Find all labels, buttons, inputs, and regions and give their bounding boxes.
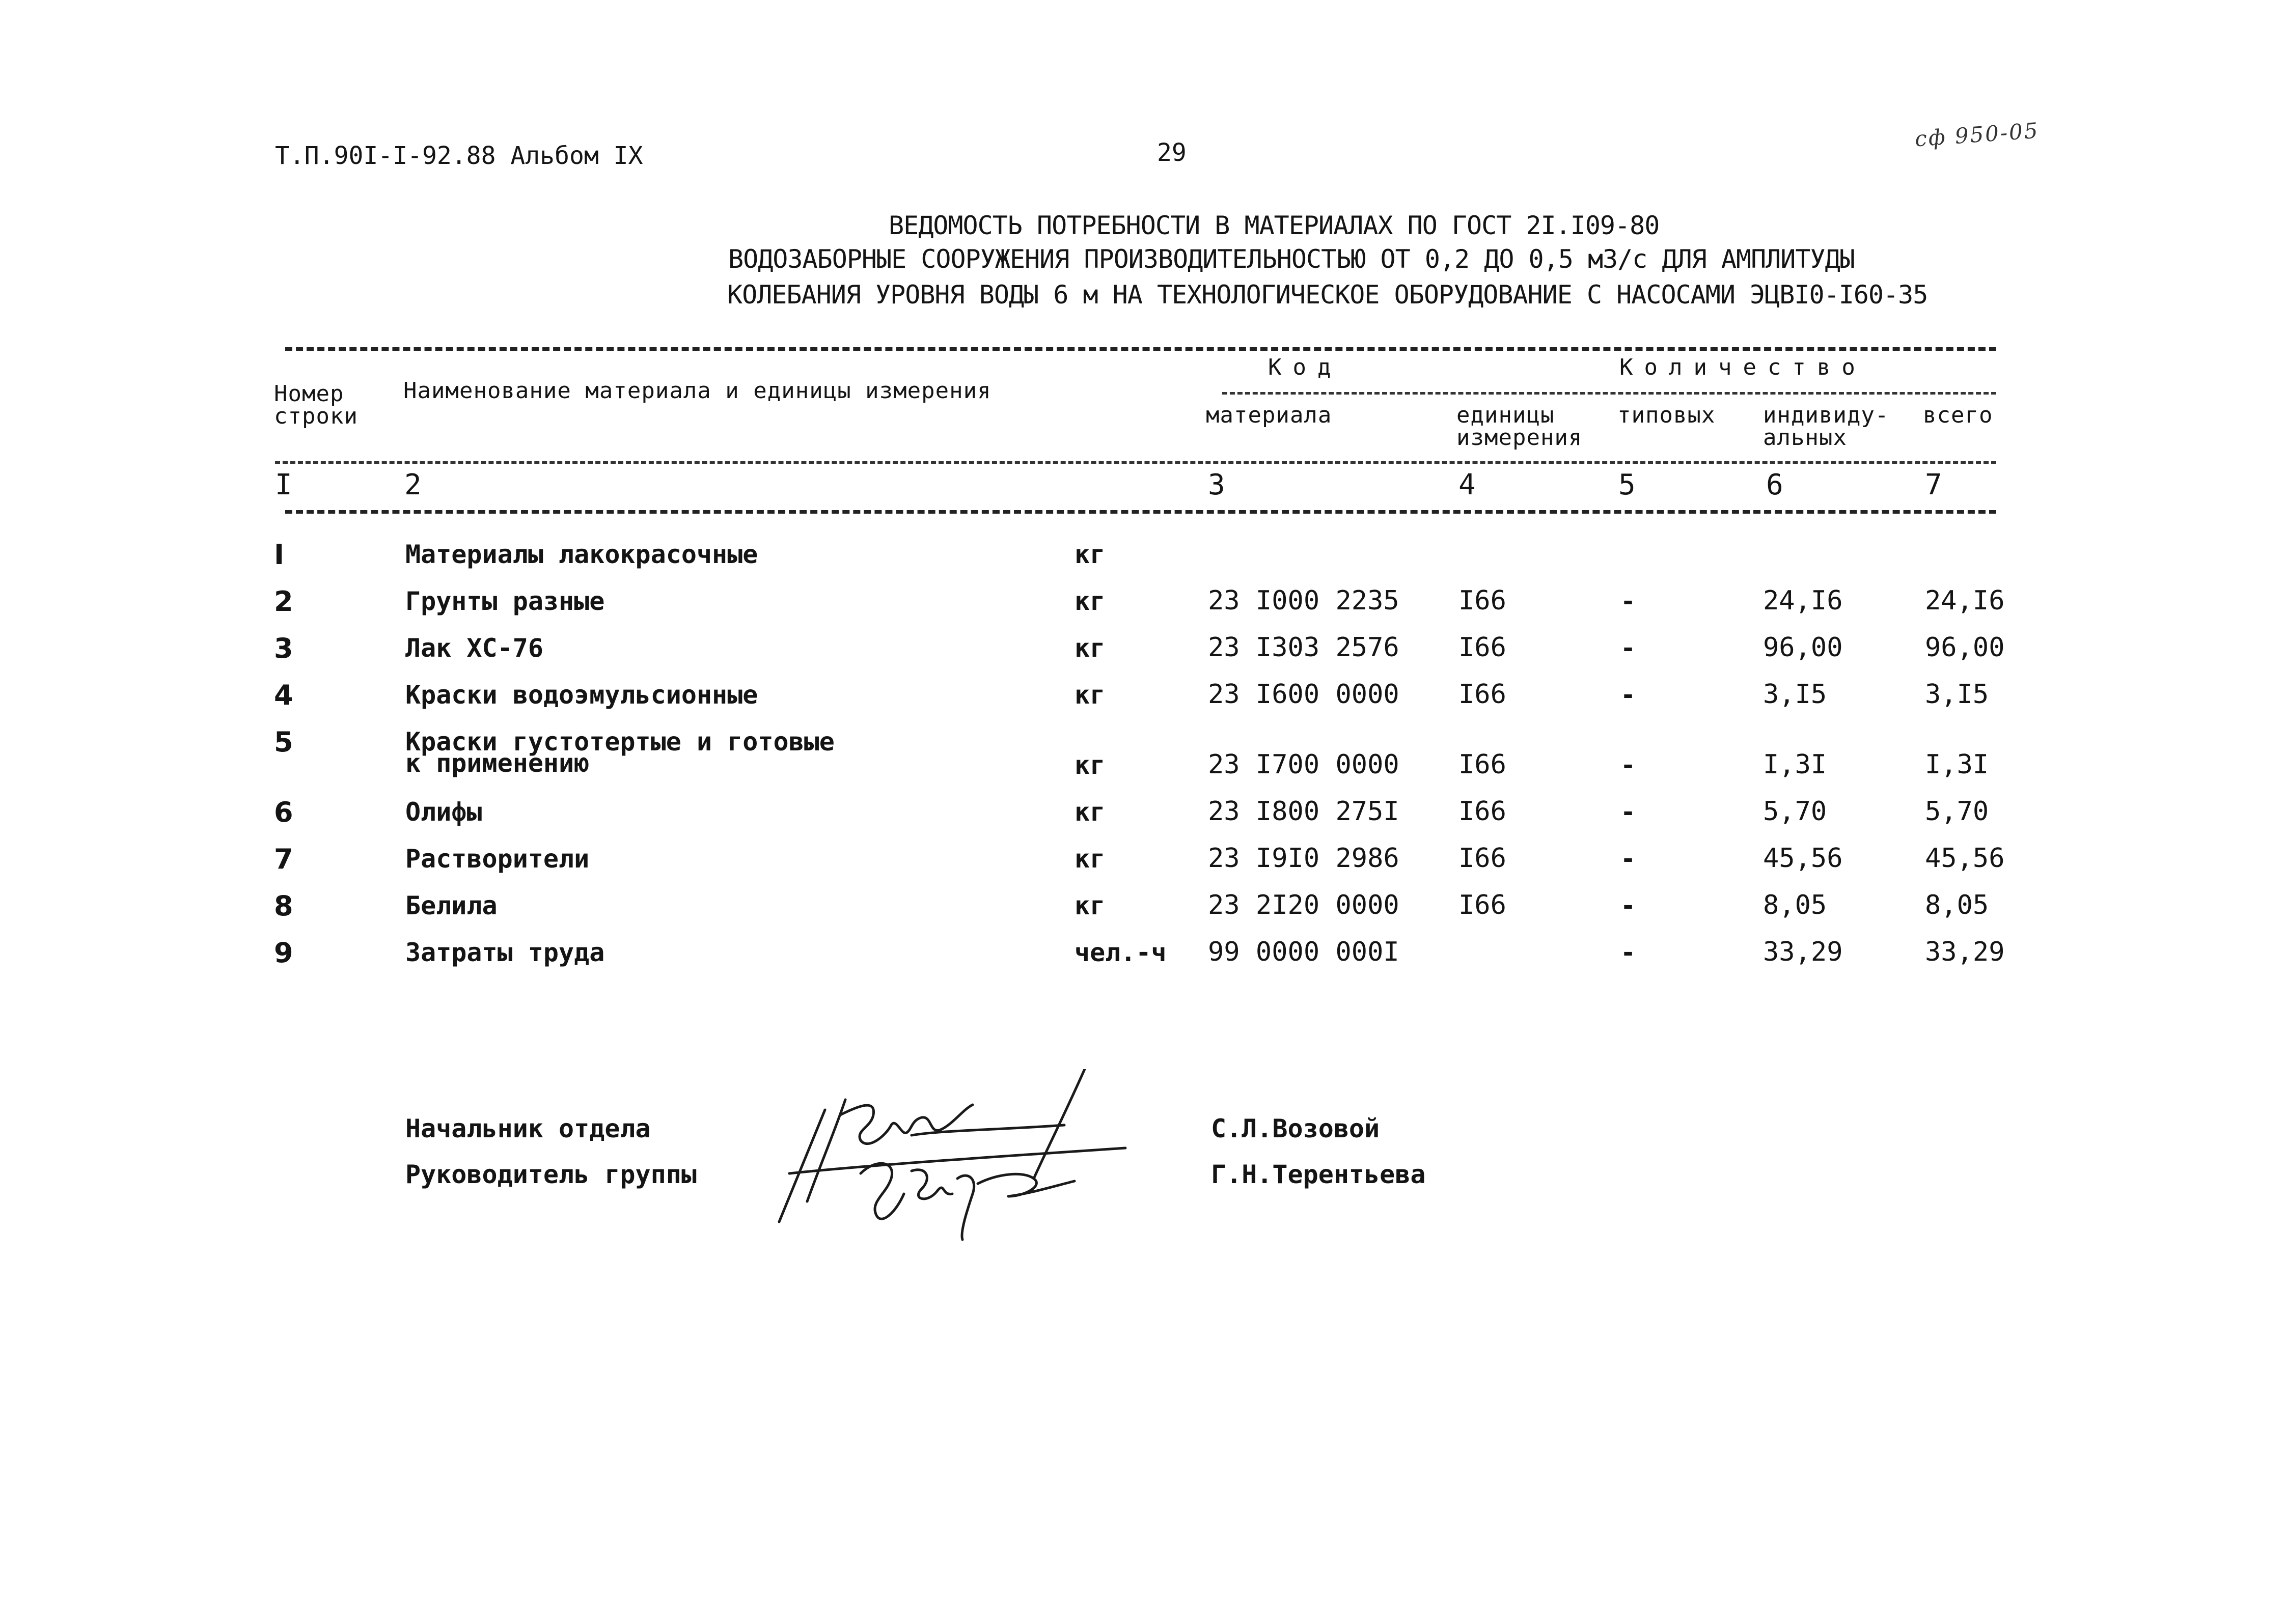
total-quantity: 45,56 xyxy=(1925,843,2005,874)
material-name: Белила xyxy=(405,891,498,920)
signature-name-head: С.Л.Возовой xyxy=(1211,1114,1380,1143)
total-quantity: 8,05 xyxy=(1925,890,1989,920)
column-number-6: 6 xyxy=(1766,468,1783,501)
row-number: 9 xyxy=(274,937,293,969)
code-subrule xyxy=(1222,392,1996,395)
material-name: Растворители xyxy=(405,844,590,874)
total-quantity: 3,I5 xyxy=(1925,679,1989,710)
header-row-number-line1: Номер xyxy=(274,381,344,407)
material-name: Материалы лакокрасочные xyxy=(405,540,758,569)
unit-code: I66 xyxy=(1458,632,1506,663)
material-code: 23 I700 0000 xyxy=(1208,749,1399,780)
header-individual-line2: альных xyxy=(1763,425,1847,451)
typical-quantity: - xyxy=(1620,938,1636,967)
measure-unit: кг xyxy=(1075,633,1106,663)
header-material-code: материала xyxy=(1206,402,1332,428)
measure-unit: кг xyxy=(1075,891,1106,920)
typical-quantity: - xyxy=(1620,844,1636,874)
individual-quantity: 3,I5 xyxy=(1763,679,1827,710)
individual-quantity: 24,I6 xyxy=(1763,585,1843,616)
material-code: 23 I600 0000 xyxy=(1208,679,1399,710)
material-name: Грунты разные xyxy=(405,586,605,616)
document-reference: Т.П.90I-I-92.88 Альбом IX xyxy=(275,142,643,170)
material-name: Лак ХС-76 xyxy=(405,633,543,663)
material-name: Краски густотертые и готовые xyxy=(405,727,835,757)
individual-quantity: 45,56 xyxy=(1763,843,1843,874)
material-code: 23 I000 2235 xyxy=(1208,585,1399,616)
column-number-7: 7 xyxy=(1925,468,1942,501)
individual-quantity: 96,00 xyxy=(1763,632,1843,663)
typical-quantity: - xyxy=(1620,750,1636,780)
signature-role-group-lead: Руководитель группы xyxy=(405,1160,697,1189)
material-code: 23 I800 275I xyxy=(1208,796,1399,827)
unit-code: I66 xyxy=(1458,679,1506,710)
title-line-1: ВЕДОМОСТЬ ПОТРЕБНОСТИ В МАТЕРИАЛАХ ПО ГОСТ 2I.I09-80 xyxy=(889,211,1660,240)
header-quantity: Количество xyxy=(1619,354,1866,380)
header-unit-line2: измерения xyxy=(1456,425,1583,451)
header-code: Код xyxy=(1268,354,1342,380)
header-material-name: Наименование материала и единицы измерения xyxy=(403,378,991,404)
row-number: 6 xyxy=(274,796,293,828)
row-number: 3 xyxy=(274,632,293,664)
unit-code: I66 xyxy=(1458,585,1506,616)
material-code: 23 2I20 0000 xyxy=(1208,890,1399,920)
page-number: 29 xyxy=(1157,138,1187,167)
column-number-2: 2 xyxy=(404,468,422,501)
measure-unit: чел.-ч xyxy=(1075,938,1167,967)
measure-unit: кг xyxy=(1075,750,1106,780)
header-typical: типовых xyxy=(1617,402,1716,428)
column-number-1: I xyxy=(275,468,292,501)
column-number-4: 4 xyxy=(1458,468,1476,501)
title-line-2: ВОДОЗАБОРНЫЕ СООРУЖЕНИЯ ПРОИЗВОДИТЕЛЬНОСТЬЮ ОТ 0,2 ДО 0,5 м3/с ДЛЯ АМПЛИТУДЫ xyxy=(728,244,1855,274)
unit-code: I66 xyxy=(1458,843,1506,874)
row-number: 5 xyxy=(274,726,293,758)
column-numbers-rule xyxy=(285,510,1996,514)
measure-unit: кг xyxy=(1075,844,1106,874)
row-number: 2 xyxy=(274,585,293,618)
total-quantity: 33,29 xyxy=(1925,937,2005,967)
material-code: 99 0000 000I xyxy=(1208,937,1399,967)
typical-quantity: - xyxy=(1620,586,1636,616)
unit-code: I66 xyxy=(1458,749,1506,780)
measure-unit: кг xyxy=(1075,586,1106,616)
total-quantity: I,3I xyxy=(1925,749,1989,780)
header-row-number-line2: строки xyxy=(274,403,358,429)
total-quantity: 5,70 xyxy=(1925,796,1989,827)
column-number-5: 5 xyxy=(1618,468,1636,501)
typical-quantity: - xyxy=(1620,797,1636,827)
material-name: Краски водоэмульсионные xyxy=(405,680,758,710)
material-code: 23 I303 2576 xyxy=(1208,632,1399,663)
unit-code: I66 xyxy=(1458,890,1506,920)
header-total: всего xyxy=(1923,402,1993,428)
row-number: 8 xyxy=(274,890,293,922)
handwritten-signature xyxy=(759,1069,1146,1242)
signature-name-group-lead: Г.Н.Терентьева xyxy=(1211,1160,1426,1189)
material-name-continuation: к применению xyxy=(405,748,590,778)
typical-quantity: - xyxy=(1620,891,1636,920)
individual-quantity: 5,70 xyxy=(1763,796,1827,827)
column-number-3: 3 xyxy=(1208,468,1225,501)
individual-quantity: 33,29 xyxy=(1763,937,1843,967)
material-name: Олифы xyxy=(405,797,482,827)
individual-quantity: I,3I xyxy=(1763,749,1827,780)
measure-unit: кг xyxy=(1075,540,1106,569)
signature-role-head: Начальник отдела xyxy=(405,1114,651,1143)
title-line-3: КОЛЕБАНИЯ УРОВНЯ ВОДЫ 6 м НА ТЕХНОЛОГИЧЕСКОЕ ОБОРУДОВАНИЕ С НАСОСАМИ ЭЦВI0-I60-35 xyxy=(727,280,1928,310)
row-number: I xyxy=(274,539,285,571)
header-bottom-rule xyxy=(275,461,1996,464)
row-number: 7 xyxy=(274,843,293,875)
total-quantity: 24,I6 xyxy=(1925,585,2005,616)
measure-unit: кг xyxy=(1075,797,1106,827)
total-quantity: 96,00 xyxy=(1925,632,2005,663)
header-unit-line1: единицы xyxy=(1456,402,1555,428)
material-code: 23 I9I0 2986 xyxy=(1208,843,1399,874)
measure-unit: кг xyxy=(1075,680,1106,710)
typical-quantity: - xyxy=(1620,633,1636,663)
typical-quantity: - xyxy=(1620,680,1636,710)
individual-quantity: 8,05 xyxy=(1763,890,1827,920)
unit-code: I66 xyxy=(1458,796,1506,827)
material-name: Затраты труда xyxy=(405,938,605,967)
table-top-rule xyxy=(285,347,1996,351)
row-number: 4 xyxy=(274,679,293,711)
header-individual-line1: индивиду- xyxy=(1763,402,1889,428)
archive-stamp: сф 950-05 xyxy=(1914,118,2040,152)
